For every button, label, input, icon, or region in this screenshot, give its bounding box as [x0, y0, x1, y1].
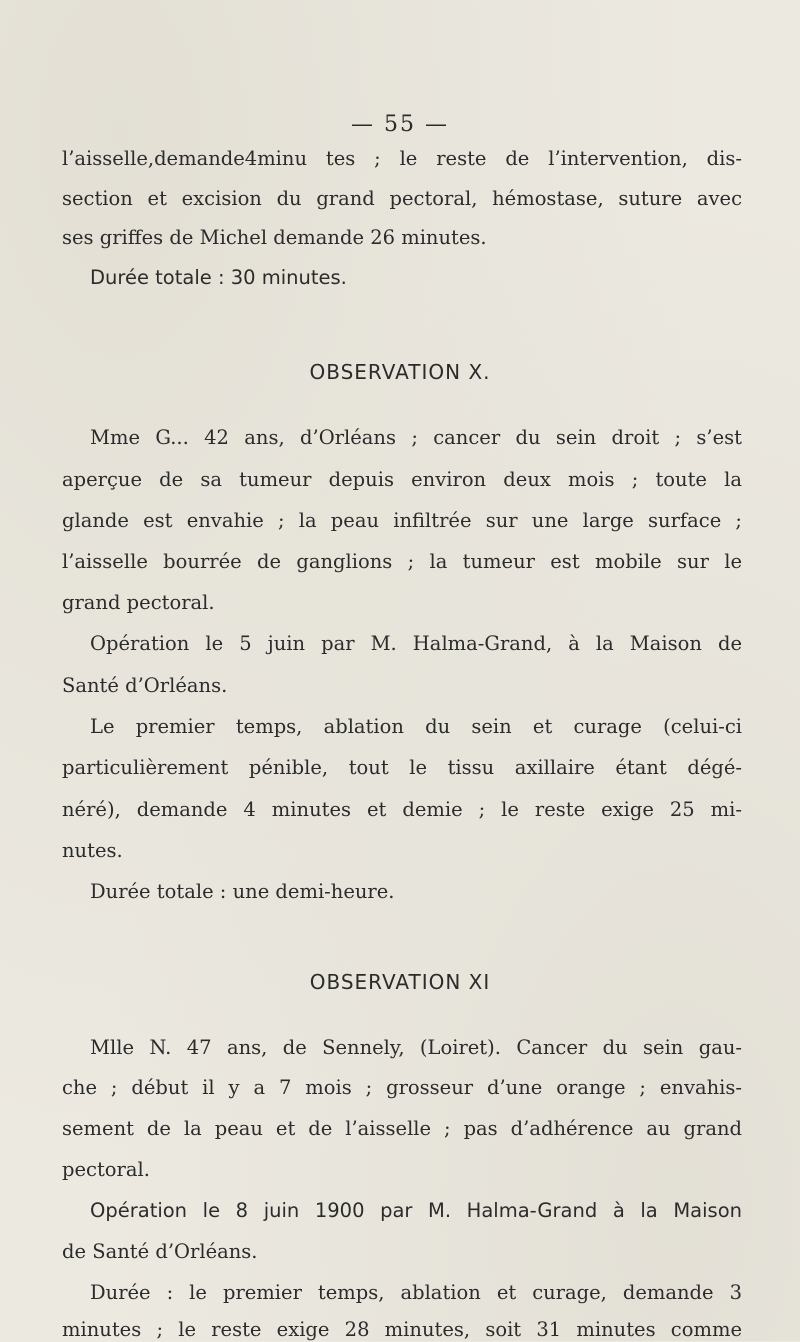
text-line: che ; début il y a 7 mois ; grosseur d’une orange ; envahis-	[62, 1076, 742, 1099]
text-line: l’aisselle bourrée de ganglions ; la tumeur est mobile sur le	[62, 550, 742, 573]
text-line: de Santé d’Orléans.	[62, 1240, 258, 1263]
text-line: section et excision du grand pectoral, hémostase, suture avec	[62, 187, 742, 210]
text-line: Santé d’Orléans.	[62, 674, 228, 697]
text-line: néré), demande 4 minutes et demie ; le reste exige 25 mi-	[62, 798, 742, 821]
observation-xi-heading: OBSERVATION XI	[309, 970, 491, 994]
text-line: Mlle N. 47 ans, de Sennely, (Loiret). Cancer du sein gau-	[90, 1036, 742, 1059]
text-line: particulièrement pénible, tout le tissu axillaire étant dégé-	[62, 756, 742, 779]
text-line: nutes.	[62, 839, 123, 862]
text-line: Opération le 8 juin 1900 par M. Halma-Grand à la Maison	[90, 1199, 742, 1222]
text-line: Opération le 5 juin par M. Halma-Grand, à la Maison de	[90, 632, 742, 655]
text-line: Le premier temps, ablation du sein et curage (celui-ci	[90, 715, 742, 738]
observation-x-heading: OBSERVATION X.	[309, 360, 491, 384]
page-number: — 55 —	[351, 112, 449, 137]
text-line: grand pectoral.	[62, 591, 215, 614]
text-line: Durée totale : une demi-heure.	[90, 880, 395, 903]
text-line: Durée totale : 30 minutes.	[90, 266, 347, 289]
text-line: pectoral.	[62, 1158, 150, 1181]
text-line: glande est envahie ; la peau infiltrée sur une large surface ;	[62, 509, 742, 532]
text-line: Mme G... 42 ans, d’Orléans ; cancer du sein droit ; s’est	[90, 426, 742, 449]
text-line: Durée : le premier temps, ablation et curage, demande 3	[90, 1281, 742, 1304]
text-line: l’aisselle,demande4minu tes ; le reste de l’intervention, dis-	[62, 147, 742, 170]
text-line: sement de la peau et de l’aisselle ; pas d’adhérence au grand	[62, 1117, 742, 1140]
text-line: minutes ; le reste exige 28 minutes, soit 31 minutes comme	[62, 1318, 742, 1341]
text-line: ses griffes de Michel demande 26 minutes.	[62, 226, 487, 249]
text-line: aperçue de sa tumeur depuis environ deux mois ; toute la	[62, 468, 742, 491]
